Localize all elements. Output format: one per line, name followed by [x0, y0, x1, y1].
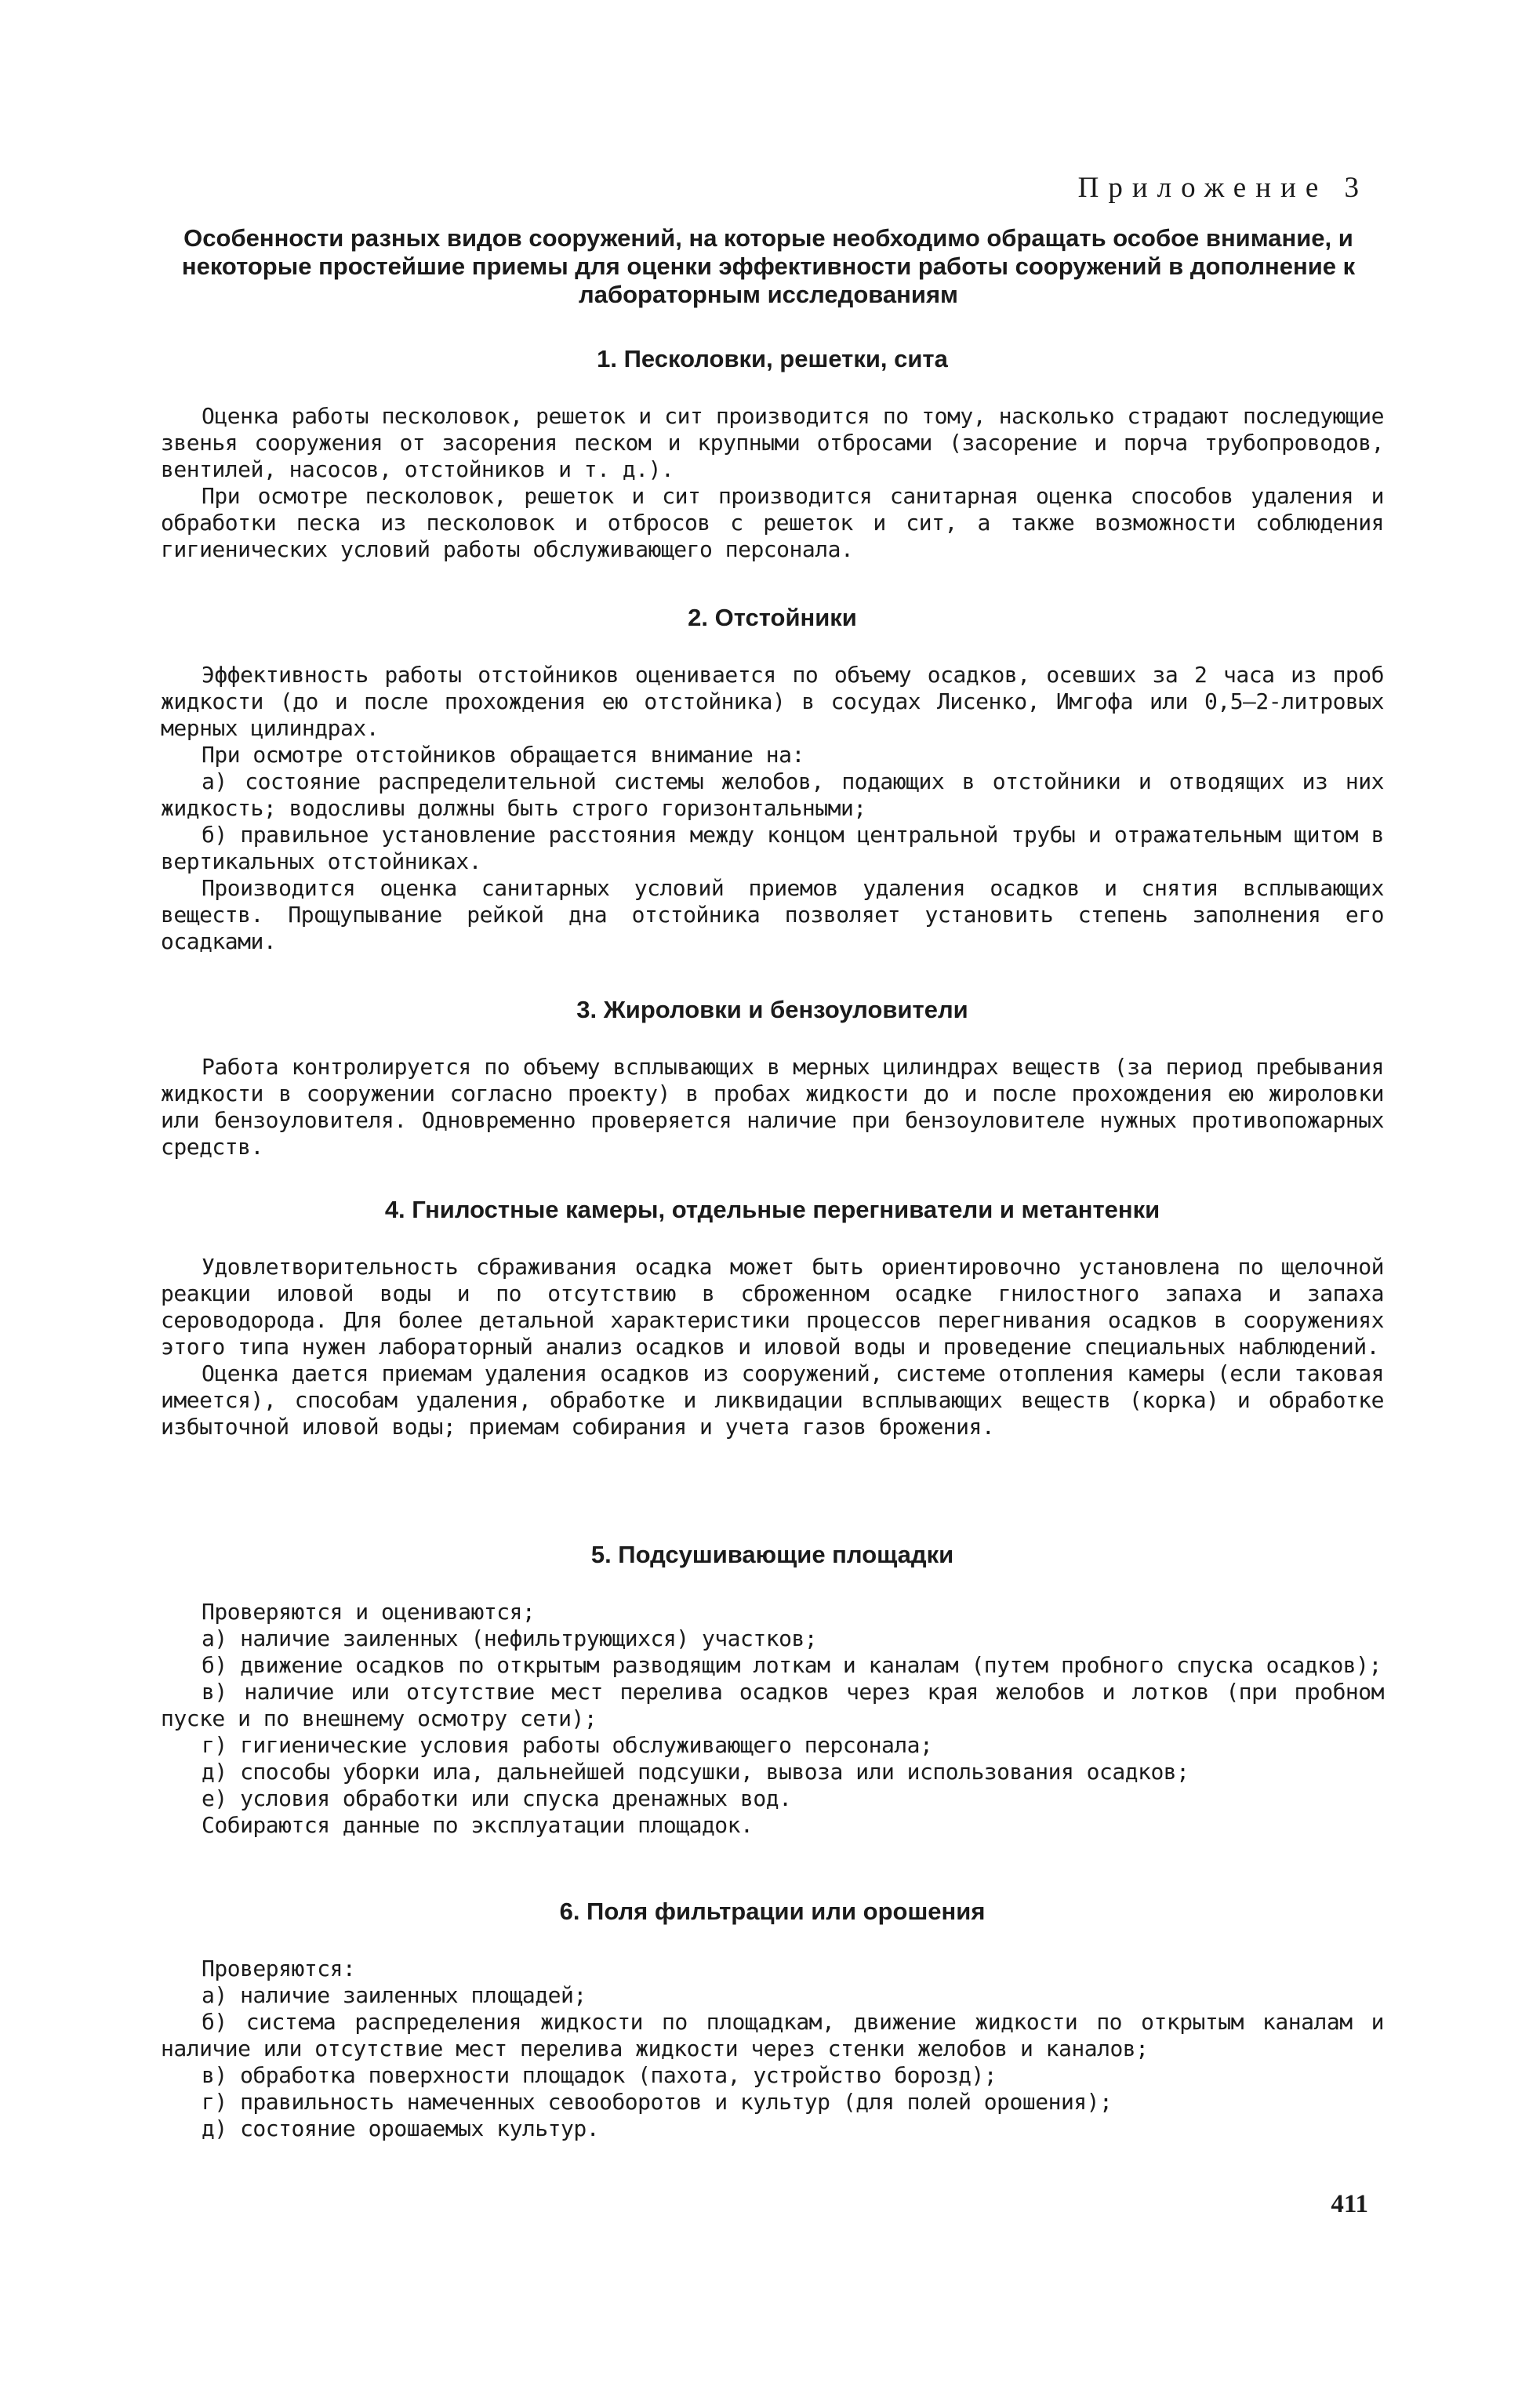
- paragraph: Оценка работы песколовок, решеток и сит производится по тому, насколько страдают последующие звенья сооружения от засорения песком и крупными отбросами (засорение и порча трубопроводов, вентилей, насосов, отстойников и т. д.).: [161, 403, 1384, 482]
- section-heading: 4. Гнилостные камеры, отдельные перегниватели и метантенки: [384, 1196, 1160, 1223]
- section-3: [161, 996, 1384, 1160]
- paragraph: Производится оценка санитарных условий приемов удаления осадков и снятия всплывающих веществ. Прощупывание рейкой дна отстойника позволяет установить степень заполнения его осадками.: [161, 875, 1384, 954]
- list-item: б) система распределения жидкости по площадкам, движение жидкости по открытым каналам и наличие или отсутствие мест перелива жидкости через стенки желобов и каналов;: [161, 2009, 1384, 2061]
- list-item: в) наличие или отсутствие мест перелива осадков через края желобов и лотков (при пробном пуске и по внешнему осмотру сети);: [161, 1679, 1384, 1731]
- list-item: б) движение осадков по открытым разводящим лоткам и каналам (путем пробного спуска осадков);: [202, 1652, 1382, 1678]
- section-heading: 3. Жироловки и бензоуловители: [576, 996, 968, 1023]
- list-item: б) правильное установление расстояния между концом центральной трубы и отражательным щитом в вертикальных отстойниках.: [161, 822, 1384, 874]
- paragraph: Работа контролируется по объему всплывающих в мерных цилиндрах веществ (за период пребывания жидкости в сооружении согласно проекту) в пробах жидкости до и после прохождения ею жироловки или бензоуловителя. Одновременно проверяется наличие при бензоуловителе нужных противопожарных средств.: [161, 1054, 1384, 1160]
- paragraph: Собираются данные по эксплуатации площадок.: [202, 1812, 754, 1838]
- list-item: а) состояние распределительной системы желобов, подающих в отстойники и отводящих из них жидкость; водосливы должны быть строго горизонтальными;: [161, 768, 1384, 821]
- section-heading: 6. Поля фильтрации или орошения: [559, 1898, 986, 1925]
- section-heading: 1. Песколовки, решетки, сита: [597, 345, 948, 372]
- paragraph: Эффективность работы отстойников оценивается по объему осадков, осевших за 2 часа из проб жидкости (до и после прохождения ею отстойника) в сосудах Лисенко, Имгофа или 0,5—2-литровых мерных цилиндрах.: [161, 662, 1384, 741]
- paragraph: При осмотре отстойников обращается внимание на:: [202, 742, 804, 768]
- paragraph: Проверяются:: [202, 1956, 356, 1981]
- page-number: 411: [1331, 2190, 1368, 2218]
- list-item: г) гигиенические условия работы обслуживающего персонала;: [202, 1732, 933, 1758]
- paragraph: Проверяются и оцениваются;: [202, 1599, 536, 1625]
- paragraph: При осмотре песколовок, решеток и сит производится санитарная оценка способов удаления и обработки песка из песколовок и отбросов с решеток и сит, а также возможности соблюдения гигиенических условий работы обслуживающего персонала.: [161, 483, 1384, 562]
- paragraph: Удовлетворительность сбраживания осадка может быть ориентировочно установлена по щелочной реакции иловой воды и по отсутствию в сброженном осадке гнилостного запаха и запаха сероводорода. Для более детальной характеристики процессов перегнивания осадков в сооружениях этого типа нужен лабораторный анализ осадков и иловой воды и проведение специальных наблюдений.: [161, 1254, 1384, 1360]
- section-2: [161, 604, 1384, 955]
- list-item: д) состояние орошаемых культур.: [202, 2116, 600, 2141]
- list-item: г) правильность намеченных севооборотов и культур (для полей орошения);: [202, 2089, 1113, 2115]
- document-title: Особенности разных видов сооружений, на которые необходимо обращать особое внимание, и некоторые простейшие приемы для оценки эффективности работы сооружений в дополнение к лабораторным исследованиям: [181, 224, 1356, 308]
- section-1: [161, 345, 1384, 563]
- section-heading: 5. Подсушивающие площадки: [590, 1541, 954, 1568]
- appendix-label: Приложение 3: [1077, 172, 1368, 204]
- section-6: [161, 1898, 1384, 2142]
- list-item: в) обработка поверхности площадок (пахота, устройство борозд);: [202, 2062, 997, 2088]
- list-item: е) условия обработки или спуска дренажных вод.: [202, 1785, 792, 1811]
- list-item: д) способы уборки ила, дальнейшей подсушки, вывоза или использования осадков;: [202, 1759, 1189, 1785]
- section-heading: 2. Отстойники: [688, 604, 857, 631]
- section-4: [161, 1196, 1384, 1440]
- list-item: а) наличие заиленных (нефильтрующихся) участков;: [202, 1625, 818, 1651]
- paragraph: Оценка дается приемам удаления осадков из сооружений, системе отопления камеры (если таковая имеется), способам удаления, обработке и ликвидации всплывающих веществ (корка) и обработке избыточной иловой воды; приемам собирания и учета газов брожения.: [161, 1360, 1384, 1440]
- section-5: [161, 1541, 1384, 1839]
- list-item: а) наличие заиленных площадей;: [202, 1982, 587, 2008]
